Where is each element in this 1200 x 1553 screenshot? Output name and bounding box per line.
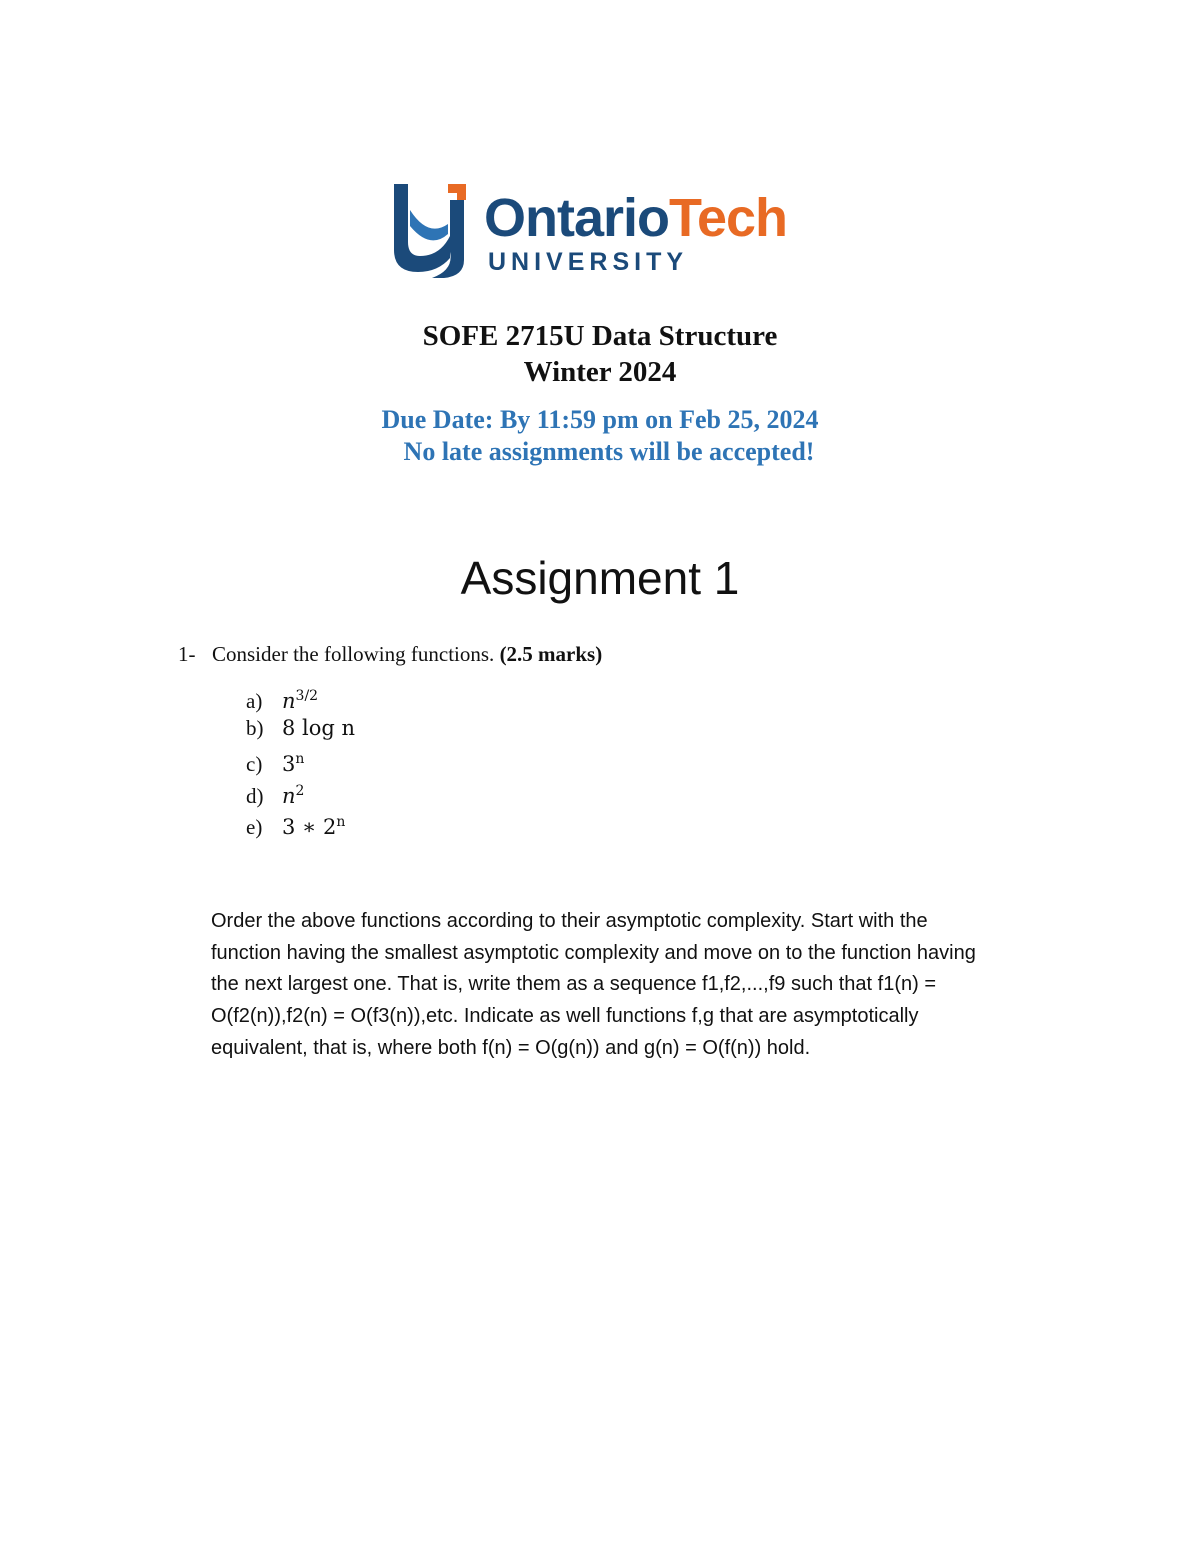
question-1 — [178, 640, 1058, 861]
option-letter: a) — [246, 689, 263, 713]
option-base: n — [282, 689, 296, 713]
logo-wordmark-tech: Tech — [669, 188, 788, 248]
function-options-list — [246, 682, 1058, 840]
option-exponent: 3/2 — [295, 688, 319, 704]
university-logo — [388, 180, 818, 280]
list-item — [246, 745, 1058, 777]
assignment-title: Assignment 1 — [460, 552, 740, 604]
option-base: 2 — [323, 815, 337, 839]
option-exponent: n — [336, 814, 346, 830]
late-notice: No late assignments will be accepted! — [403, 437, 815, 466]
question-prompt-text: Consider the following functions. — [212, 642, 495, 666]
term: Winter 2024 — [523, 356, 677, 388]
question-marks: (2.5 marks) — [499, 642, 603, 666]
question-prompt — [212, 640, 602, 668]
option-letter: d) — [246, 783, 264, 808]
option-math — [282, 777, 304, 810]
option-exponent: n — [295, 751, 305, 767]
question-instructions — [211, 906, 1051, 1065]
option-math — [282, 682, 318, 715]
instructions-line: the next largest one. That is, write them as a sequence f1,f2,...,f9 such that f1(n) = — [211, 973, 937, 996]
option-math — [282, 808, 345, 841]
instructions-line: O(f2(n)),f2(n) = O(f3(n)),etc. Indicate as well functions f,g that are asymptotically — [211, 1005, 919, 1028]
option-prefix: 3 ∗ — [282, 815, 323, 839]
document-header — [0, 318, 1200, 468]
option-letter: c) — [246, 752, 263, 776]
option-exponent: 2 — [295, 782, 305, 799]
logo-wordmark — [484, 188, 787, 248]
list-item — [246, 682, 1058, 714]
instructions-line: Order the above functions according to their asymptotic complexity. Start with the — [211, 910, 928, 932]
option-letter: b) — [246, 715, 264, 740]
list-item — [246, 714, 1058, 746]
option-math: 8 log n — [282, 715, 356, 740]
option-letter: e) — [246, 815, 263, 839]
logo-subline: UNIVERSITY — [488, 248, 689, 276]
list-item — [246, 808, 1058, 840]
list-item — [246, 777, 1058, 809]
question-prompt-line — [178, 640, 1058, 668]
option-base: 3 — [282, 752, 296, 776]
option-base: n — [282, 783, 296, 808]
course-title: SOFE 2715U Data Structure — [422, 320, 778, 352]
due-date: Due Date: By 11:59 pm on Feb 25, 2024 — [381, 405, 819, 434]
logo-wordmark-ontario: Ontario — [484, 188, 670, 248]
question-number: 1- — [178, 642, 196, 666]
option-math — [282, 745, 304, 778]
logo-emblem-icon — [388, 180, 472, 280]
instructions-line: function having the smallest asymptotic complexity and move on to the function having — [211, 941, 976, 964]
instructions-line: equivalent, that is, where both f(n) = O(g(n)) and g(n) = O(f(n)) hold. — [211, 1036, 811, 1059]
